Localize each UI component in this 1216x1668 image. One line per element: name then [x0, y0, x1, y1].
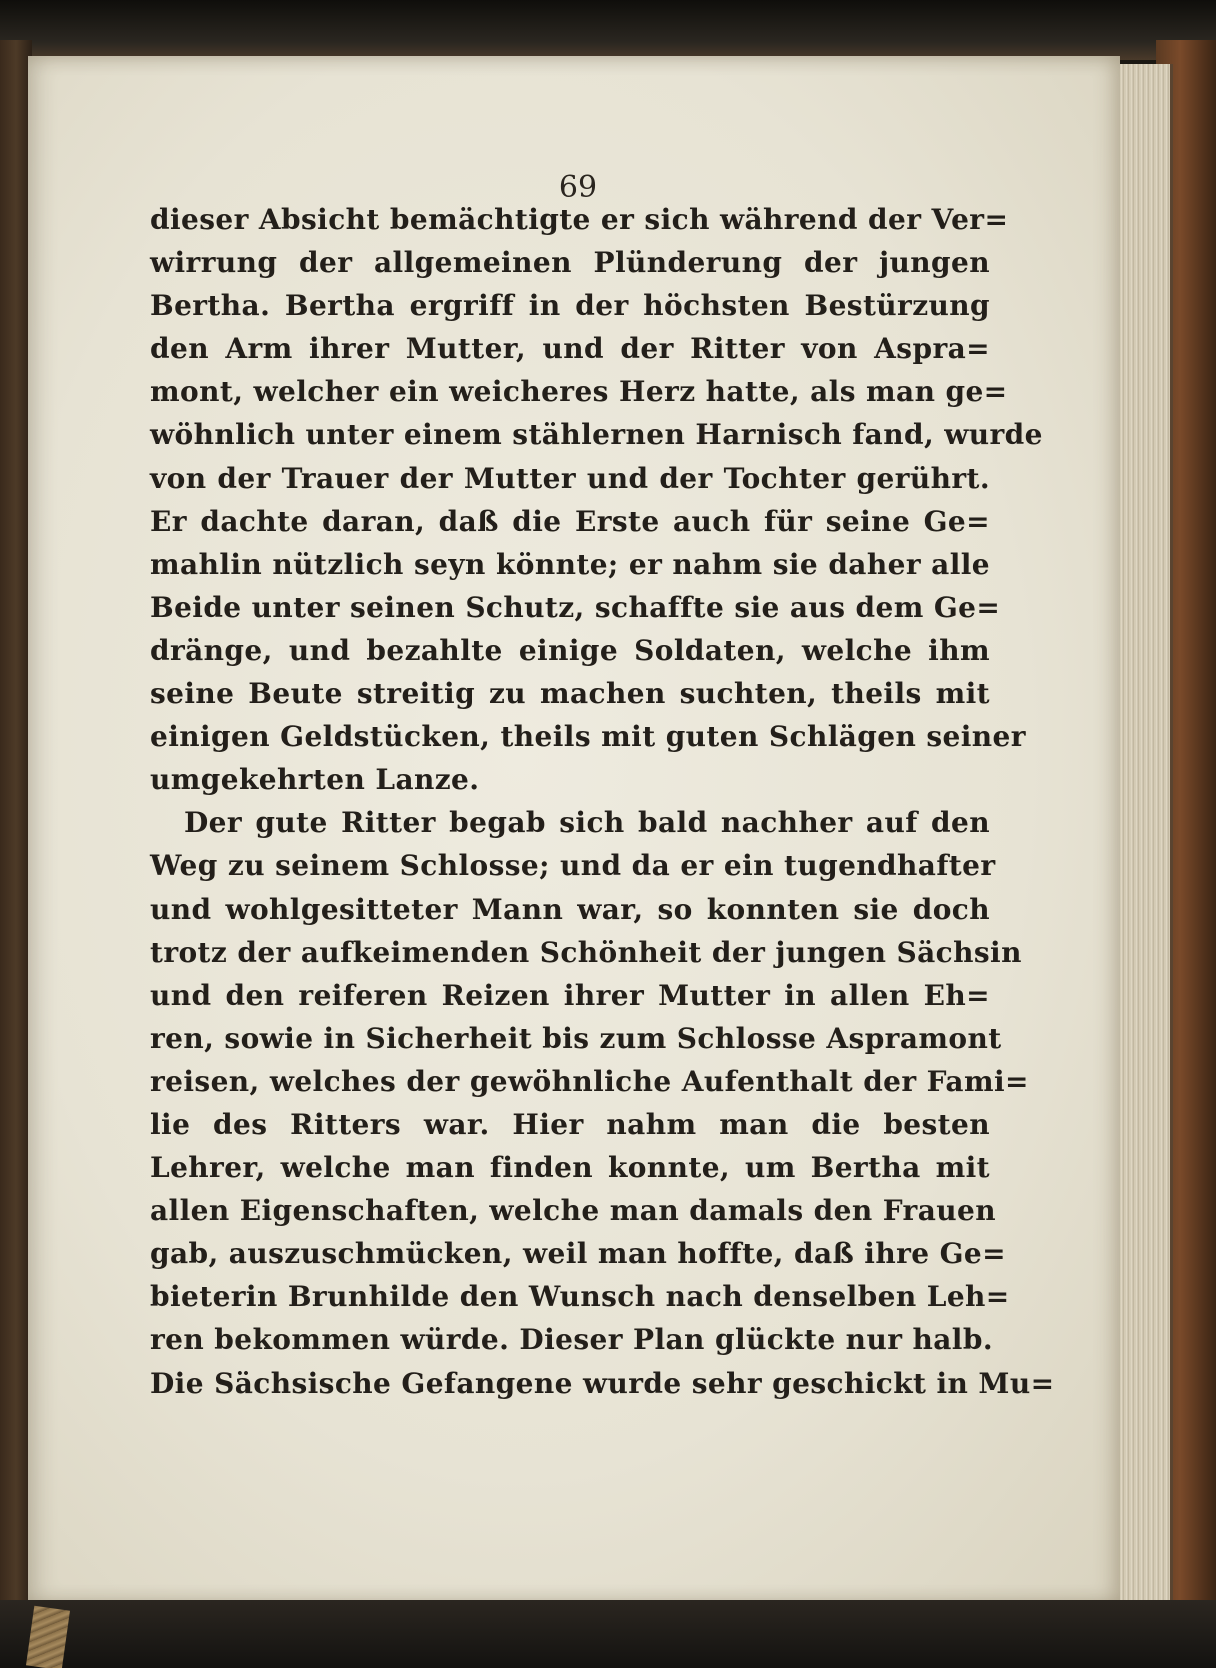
text-line: umgekehrten Lanze.	[150, 763, 480, 797]
text-line: allen Eigenschaften, welche man damals den Frauen	[150, 1194, 996, 1228]
text-line: wöhnlich unter einem stählernen Harnisch fand, wurde	[150, 418, 1043, 452]
text-line: Beide unter seinen Schutz, schaffte sie aus dem Ge=	[150, 590, 1001, 624]
text-line: wirrung der allgemeinen Plünderung der jungen	[150, 246, 990, 280]
text-line: Bertha. Bertha ergriff in der höchsten Bestürzung	[150, 289, 990, 323]
text-line: Die Sächsische Gefangene wurde sehr geschickt in Mu=	[150, 1366, 1055, 1400]
text-line: lie des Ritters war. Hier nahm man die besten	[150, 1107, 990, 1141]
text-line: dränge, und bezahlte einige Soldaten, welche ihm	[150, 633, 990, 667]
text-line: Lehrer, welche man finden konnte, um Bertha mit	[150, 1151, 990, 1185]
text-line: den Arm ihrer Mutter, und der Ritter von Aspra=	[150, 332, 990, 366]
text-line: Weg zu seinem Schlosse; und da er ein tugendhafter	[150, 849, 996, 883]
text-line: ren bekommen würde. Dieser Plan glückte nur halb.	[150, 1323, 993, 1357]
text-line: mont, welcher ein weicheres Herz hatte, als man ge=	[150, 375, 1008, 409]
text-line: seine Beute streitig zu machen suchten, theils mit	[150, 677, 990, 711]
text-line: von der Trauer der Mutter und der Tochter gerührt.	[150, 461, 990, 495]
text-line: ren, sowie in Sicherheit bis zum Schlosse Aspramont	[150, 1021, 1002, 1055]
text-line: gab, auszuschmücken, weil man hoffte, daß ihre Ge=	[150, 1237, 1007, 1271]
text-line: bieterin Brunhilde den Wunsch nach denselben Leh=	[150, 1280, 1010, 1314]
text-line: reisen, welches der gewöhnliche Aufenthalt der Fami=	[150, 1064, 1029, 1098]
text-line: Er dachte daran, daß die Erste auch für seine Ge=	[150, 504, 990, 538]
text-line: dieser Absicht bemächtigte er sich während der Ver=	[150, 203, 1009, 236]
book-cover-top	[0, 0, 1216, 60]
text-line: und den reiferen Reizen ihrer Mutter in allen Eh=	[150, 978, 990, 1012]
book-cover-bottom	[0, 1600, 1216, 1668]
text-line: mahlin nützlich seyn könnte; er nahm sie daher alle	[150, 547, 990, 581]
page-number: 69	[558, 170, 598, 205]
text-line: einigen Geldstücken, theils mit guten Schlägen seiner	[150, 720, 1026, 754]
text-line: trotz der aufkeimenden Schönheit der jungen Sächsin	[150, 935, 1022, 969]
body-text	[150, 198, 1055, 1405]
text-line: und wohlgesitteter Mann war, so konnten sie doch	[150, 892, 990, 926]
text-line: Der gute Ritter begab sich bald nachher auf den	[184, 806, 990, 840]
